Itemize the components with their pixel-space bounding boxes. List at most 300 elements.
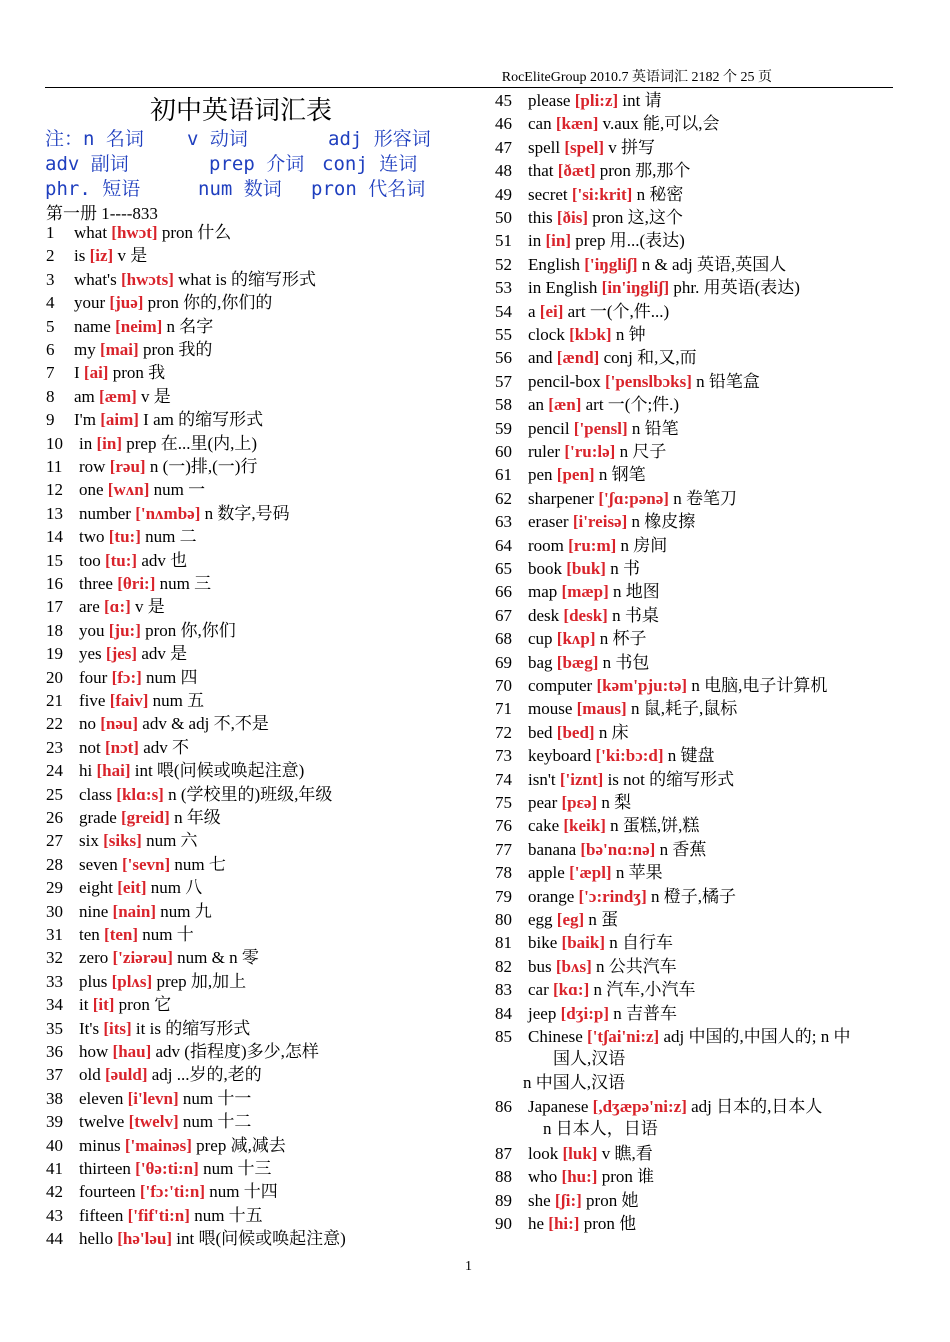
entry-number: 22 xyxy=(46,714,63,734)
legend-pron: pron 代名词 xyxy=(311,178,426,200)
entry-phonetic: [ai] xyxy=(83,363,109,383)
entry-phonetic: [kəm'pju:tə] xyxy=(596,676,688,695)
entry-number: 15 xyxy=(46,550,63,570)
entry-definition: n 蛋糕,饼,糕 xyxy=(610,816,700,836)
vocab-entry xyxy=(46,1135,286,1157)
entry-definition: adv & adj 不,不是 xyxy=(142,714,269,734)
entry-number: 27 xyxy=(46,831,63,851)
entry-phonetic: [iz] xyxy=(89,246,114,266)
entry-word: old xyxy=(79,1065,101,1085)
entry-definition: n 汽车,小汽车 xyxy=(593,980,696,1000)
entry-definition: n 键盘 xyxy=(667,746,715,766)
entry-number: 70 xyxy=(495,676,512,695)
entry-phonetic: [fɔ:] xyxy=(111,667,142,687)
entry-definition: n 铅笔 xyxy=(631,418,679,438)
entry-word: row xyxy=(79,457,106,476)
entry-word: ruler xyxy=(528,442,561,461)
entry-phonetic: [hai] xyxy=(96,761,131,781)
entry-phonetic: [hau] xyxy=(112,1042,152,1061)
entry-word: you xyxy=(79,620,105,640)
vocab-entry xyxy=(495,1190,638,1212)
entry-number: 63 xyxy=(495,512,512,532)
entry-phonetic: ['ʃɑ:pənə] xyxy=(598,488,669,508)
entry-number: 42 xyxy=(46,1182,63,1202)
entry-phonetic: [nəu] xyxy=(100,714,139,734)
entry-definition: num 三 xyxy=(159,574,212,593)
vocab-entry xyxy=(495,909,618,931)
entry-phonetic: [luk] xyxy=(562,1143,598,1163)
entry-number: 40 xyxy=(46,1135,63,1155)
legend-row-1 xyxy=(45,124,465,149)
entry-phonetic: [θri:] xyxy=(117,574,156,593)
entry-phonetic: [in'iŋgliʃ] xyxy=(601,278,670,298)
vocab-entry xyxy=(46,1041,319,1063)
entry-word: twelve xyxy=(79,1112,125,1132)
vocab-entry xyxy=(495,745,715,767)
entry-phonetic: [bə'nɑ:nə] xyxy=(580,839,656,859)
entry-phonetic: ['iznt] xyxy=(559,769,604,789)
entry-definition: art 一(个;件.) xyxy=(585,395,680,415)
entry-word: it xyxy=(79,995,89,1015)
entry-number: 1 xyxy=(46,223,55,242)
entry-definition: n 鼠,耗子,鼠标 xyxy=(630,699,738,719)
vocab-entry xyxy=(495,371,760,393)
entry-phonetic: [ænd] xyxy=(556,348,600,368)
vocab-entry xyxy=(46,737,189,759)
vocab-entry xyxy=(46,760,304,782)
entry-definition: n (一)排,(一)行 xyxy=(149,457,258,476)
entry-word: bike xyxy=(528,933,558,953)
entry-word: isn't xyxy=(528,769,556,789)
vocab-entry xyxy=(46,1158,272,1180)
entry-word: pear xyxy=(528,793,558,812)
entry-word: apple xyxy=(528,863,565,883)
entry-number: 77 xyxy=(495,839,512,859)
entry-definition: int 喂(问候或唤起注意) xyxy=(176,1229,346,1249)
entry-word: am xyxy=(74,386,95,406)
vocab-entry xyxy=(495,1213,636,1235)
entry-definition: v 是 xyxy=(135,597,165,617)
vocab-entry xyxy=(495,652,649,674)
entry-phonetic: [siks] xyxy=(103,831,142,851)
entry-word: can xyxy=(528,114,552,134)
entry-phonetic: [keik] xyxy=(563,816,606,836)
entry-phonetic: [,dʒæpə'ni:z] xyxy=(592,1097,687,1117)
vocab-entry xyxy=(46,830,198,852)
vocab-entry xyxy=(46,596,165,618)
entry-number: 34 xyxy=(46,995,63,1015)
vocab-entry xyxy=(46,526,197,548)
entry-phonetic: ['iŋgliʃ] xyxy=(584,254,638,274)
vocab-entry xyxy=(46,1018,250,1040)
entry-definition: int 请 xyxy=(622,91,662,110)
entry-phonetic: [plʌs] xyxy=(111,971,153,991)
vocab-entry xyxy=(46,1228,346,1250)
entry-number: 35 xyxy=(46,1018,63,1038)
entry-definition: prep 在...里(内,上) xyxy=(126,433,258,453)
entry-phonetic: [wʌn] xyxy=(107,480,150,500)
entry-phonetic: [bæg] xyxy=(556,652,599,672)
entry-definition: n 杯子 xyxy=(599,629,647,649)
entry-word: nine xyxy=(79,901,109,921)
vocab-entry xyxy=(46,690,204,712)
entry-number: 25 xyxy=(46,784,63,804)
entry-definition: pron 什么 xyxy=(161,223,232,242)
entry-word: two xyxy=(79,527,105,547)
page-title: 初中英语词汇表 xyxy=(150,96,333,126)
vocab-entry xyxy=(495,254,786,276)
entry-definition: n 公共汽车 xyxy=(596,956,677,976)
vocab-entry xyxy=(46,1064,262,1086)
vocab-entry xyxy=(46,1111,251,1133)
vocab-entry xyxy=(46,713,269,735)
entry-word: pen xyxy=(528,465,553,485)
entry-word: room xyxy=(528,535,564,555)
entry-definition: adv 不 xyxy=(143,737,190,757)
entry-phonetic: [twelv] xyxy=(128,1112,179,1132)
entry-phonetic: [ten] xyxy=(104,925,139,944)
entry-number: 21 xyxy=(46,691,63,710)
entry-definition: v 瞧,看 xyxy=(601,1143,653,1163)
entry-phonetic: ['fɔ:'ti:n] xyxy=(139,1182,206,1202)
entry-definition: phr. 用英语(表达) xyxy=(673,278,800,298)
entry-definition: adj 中国的,中国人的; n 中 xyxy=(663,1027,851,1046)
vocab-entry xyxy=(46,807,221,829)
entry-definition: adv 是 xyxy=(141,644,188,664)
entry-definition: n 香蕉 xyxy=(659,839,707,859)
entry-word: and xyxy=(528,348,553,368)
vocab-entry xyxy=(46,503,290,525)
entry-phonetic: [its] xyxy=(103,1018,132,1038)
entry-phonetic: [juə] xyxy=(109,293,144,313)
entry-phonetic: [eit] xyxy=(117,878,147,898)
entry-definition: what is 的缩写形式 xyxy=(178,269,317,289)
vocab-entry xyxy=(495,862,663,884)
entry-number: 66 xyxy=(495,582,512,602)
entry-word: clock xyxy=(528,325,565,344)
entry-phonetic: [mæp] xyxy=(561,582,609,602)
entry-definition: num 十三 xyxy=(203,1159,272,1178)
entry-word: sharpener xyxy=(528,488,595,508)
entry-definition: n 橙子,橘子 xyxy=(651,886,736,906)
entry-word: banana xyxy=(528,839,577,859)
entry-definition: I am 的缩写形式 xyxy=(143,410,264,430)
entry-definition: n 房间 xyxy=(620,535,668,555)
entry-number: 26 xyxy=(46,808,63,827)
entry-word: name xyxy=(74,316,111,336)
entry-word: car xyxy=(528,980,549,1000)
vocab-entry xyxy=(495,418,679,440)
entry-definition: prep 用...(表达) xyxy=(575,231,685,251)
entry-number: 43 xyxy=(46,1205,63,1225)
entry-definition: n 书桌 xyxy=(612,605,659,625)
entry-number: 59 xyxy=(495,418,512,438)
entry-definition: n 秘密 xyxy=(636,184,684,204)
entry-word: It's xyxy=(79,1018,100,1038)
entry-phonetic: [desk] xyxy=(563,605,608,625)
entry-number: 18 xyxy=(46,620,63,640)
entry-definition: n 数字,号码 xyxy=(204,503,290,523)
entry-number: 44 xyxy=(46,1229,63,1249)
entry-number: 16 xyxy=(46,574,63,593)
entry-number: 75 xyxy=(495,793,512,812)
entry-definition: n 自行车 xyxy=(609,933,673,953)
vocab-entry xyxy=(495,113,720,135)
entry-definition: n 书 xyxy=(610,559,640,578)
vocab-entry xyxy=(495,979,695,1001)
entry-number: 54 xyxy=(495,301,512,321)
page-number: 1 xyxy=(465,1259,472,1274)
entry-definition: adj ...岁的,老的 xyxy=(151,1065,262,1085)
entry-number: 61 xyxy=(495,465,512,485)
vocab-entry xyxy=(46,316,213,338)
vocab-entry xyxy=(495,394,679,416)
entry-definition: v 是 xyxy=(117,246,148,266)
entry-definition: v 拼写 xyxy=(608,137,656,157)
vocab-entry xyxy=(46,901,212,923)
entry-word: keyboard xyxy=(528,746,592,766)
vocab-entry xyxy=(495,1166,654,1188)
entry-definition: adj 日本的,日本人 xyxy=(691,1097,823,1117)
entry-number: 57 xyxy=(495,371,512,391)
entry-phonetic: ['ru:lə] xyxy=(564,442,616,461)
entry-word: how xyxy=(79,1042,109,1061)
entry-definition: num 十五 xyxy=(194,1205,263,1225)
entry-86-continuation: n 日本人，日语 xyxy=(543,1119,658,1138)
entry-phonetic: [aim] xyxy=(100,410,139,430)
entry-number: 47 xyxy=(495,137,512,157)
legend-row-3 xyxy=(45,174,465,199)
entry-word: I'm xyxy=(74,410,96,430)
entry-number: 85 xyxy=(495,1027,512,1046)
entry-number: 11 xyxy=(46,457,63,476)
entry-word: this xyxy=(528,208,553,227)
vocab-entry xyxy=(46,550,187,572)
vocab-entry xyxy=(46,245,147,267)
entry-number: 89 xyxy=(495,1190,512,1210)
entry-number: 4 xyxy=(46,293,55,313)
entry-word: cake xyxy=(528,816,560,836)
vocab-entry xyxy=(495,1026,850,1048)
entry-phonetic: [tu:] xyxy=(104,550,138,570)
entry-word: are xyxy=(79,597,100,617)
vocab-entry xyxy=(495,792,631,814)
entry-number: 12 xyxy=(46,480,63,500)
entry-definition: pron 谁 xyxy=(601,1167,655,1187)
entry-definition: n 铅笔盒 xyxy=(696,371,760,391)
vocab-entry xyxy=(46,1088,251,1110)
entry-word: book xyxy=(528,559,562,578)
entry-number: 80 xyxy=(495,910,512,929)
entry-number: 31 xyxy=(46,925,63,944)
entry-word: my xyxy=(74,340,96,359)
entry-word: a xyxy=(528,301,536,321)
entry-word: bag xyxy=(528,652,553,672)
entry-phonetic: [kʌp] xyxy=(556,629,596,649)
vocab-entry xyxy=(495,932,673,954)
entry-phonetic: ['tʃai'ni:z] xyxy=(587,1027,660,1046)
entry-word: desk xyxy=(528,605,560,625)
entry-definition: n (学校里的)班级,年级 xyxy=(168,784,333,804)
entry-phonetic: [ɑ:] xyxy=(104,597,131,617)
entry-word: one xyxy=(79,480,104,500)
vocab-entry xyxy=(46,292,272,314)
entry-number: 10 xyxy=(46,433,63,453)
entry-definition: int 喂(问候或唤起注意) xyxy=(134,761,305,781)
entry-word: number xyxy=(79,503,131,523)
entry-word: jeep xyxy=(528,1003,557,1023)
entry-phonetic: [pεə] xyxy=(561,793,598,812)
entry-definition: n 梨 xyxy=(601,793,632,812)
entry-definition: pron 它 xyxy=(118,995,172,1015)
entry-definition: num 五 xyxy=(152,691,205,710)
entry-phonetic: [eg] xyxy=(556,910,585,929)
entry-definition: n 书包 xyxy=(602,652,650,672)
entry-phonetic: [hu:] xyxy=(561,1167,598,1187)
vocab-entry xyxy=(495,347,697,369)
entry-word: cup xyxy=(528,629,553,649)
entry-definition: n 尺子 xyxy=(619,442,667,461)
entry-number: 14 xyxy=(46,527,63,547)
vocab-entry xyxy=(46,994,171,1016)
entry-word: no xyxy=(79,714,96,734)
vocab-entry xyxy=(495,464,646,486)
entry-word: in xyxy=(528,231,542,251)
entry-word: yes xyxy=(79,644,102,664)
entry-word: bed xyxy=(528,722,553,742)
entry-word: thirteen xyxy=(79,1159,131,1178)
entry-word: four xyxy=(79,667,108,687)
legend-phr: phr. 短语 xyxy=(45,178,141,200)
entry-phonetic: [neim] xyxy=(115,316,163,336)
entry-word: six xyxy=(79,831,99,851)
vocab-entry xyxy=(46,362,165,384)
entry-definition: prep 加,加上 xyxy=(156,971,247,991)
entry-word: that xyxy=(528,161,554,181)
entry-number: 23 xyxy=(46,737,63,757)
entry-number: 71 xyxy=(495,699,512,719)
entry-number: 90 xyxy=(495,1214,512,1233)
entry-number: 74 xyxy=(495,769,512,789)
entry-number: 68 xyxy=(495,629,512,649)
entry-number: 60 xyxy=(495,442,512,461)
entry-word: in xyxy=(79,433,93,453)
entry-definition: pron 你,你们 xyxy=(145,620,236,640)
vocab-entry xyxy=(46,479,205,501)
entry-phonetic: [kɑ:] xyxy=(553,980,590,1000)
vocab-entry xyxy=(46,456,257,478)
entry-number: 76 xyxy=(495,816,512,836)
entry-phonetic: [it] xyxy=(92,995,115,1015)
entry-definition: pron 这,这个 xyxy=(592,208,683,227)
entry-word: who xyxy=(528,1167,558,1187)
entry-number: 49 xyxy=(495,184,512,204)
entry-word: Japanese xyxy=(528,1097,589,1117)
entry-number: 45 xyxy=(495,91,512,110)
entry-definition: num 四 xyxy=(146,667,198,687)
entry-definition: it is 的缩写形式 xyxy=(135,1018,251,1038)
entry-definition: n 钟 xyxy=(615,325,646,344)
entry-number: 19 xyxy=(46,644,63,664)
vocab-entry xyxy=(46,339,212,361)
vocab-entry xyxy=(495,628,647,650)
entry-number: 81 xyxy=(495,933,512,953)
entry-word: seven xyxy=(79,854,118,874)
entry-number: 39 xyxy=(46,1112,63,1132)
entry-phonetic: [pen] xyxy=(556,465,595,485)
entry-number: 7 xyxy=(46,363,55,383)
entry-word: plus xyxy=(79,971,108,991)
entry-definition: v 是 xyxy=(141,386,171,406)
entry-number: 30 xyxy=(46,901,63,921)
entry-phonetic: ['θə:ti:n] xyxy=(135,1159,199,1178)
vocab-entry xyxy=(46,643,187,665)
vocab-entry xyxy=(495,1143,653,1165)
entry-number: 46 xyxy=(495,114,512,134)
entry-word: hello xyxy=(79,1229,113,1249)
entry-number: 82 xyxy=(495,956,512,976)
entry-definition: n 年级 xyxy=(174,808,221,827)
entry-phonetic: [kæn] xyxy=(555,114,599,134)
entry-definition: num 十一 xyxy=(182,1088,252,1108)
entry-word: class xyxy=(79,784,113,804)
entry-definition: num 一 xyxy=(153,480,206,500)
entry-phonetic: [hi:] xyxy=(548,1214,580,1233)
entry-definition: pron 你的,你们的 xyxy=(147,293,273,313)
entry-phonetic: ['mainəs] xyxy=(124,1135,192,1155)
entry-number: 67 xyxy=(495,605,512,625)
entry-phonetic: [hwɔt] xyxy=(111,223,158,242)
entry-definition: n 橡皮擦 xyxy=(631,512,696,532)
vocab-entry xyxy=(495,441,666,463)
vocab-entry xyxy=(495,605,659,627)
legend-verb: v 动词 xyxy=(187,128,248,150)
vocab-entry xyxy=(495,839,706,861)
entry-word: look xyxy=(528,1143,559,1163)
entry-definition: num 七 xyxy=(174,854,226,874)
entry-definition: num 二 xyxy=(145,527,197,547)
vocab-entry xyxy=(495,1096,822,1118)
entry-word: ten xyxy=(79,925,100,944)
entry-word: eleven xyxy=(79,1088,124,1108)
entry-phonetic: [hwɔts] xyxy=(120,269,174,289)
entry-number: 83 xyxy=(495,980,512,1000)
entry-phonetic: [pli:z] xyxy=(574,91,619,110)
entry-word: eight xyxy=(79,878,113,898)
legend-adv: adv 副词 xyxy=(45,153,129,175)
entry-number: 17 xyxy=(46,597,63,617)
entry-phonetic: [ʃi:] xyxy=(554,1190,582,1210)
entry-number: 52 xyxy=(495,254,512,274)
entry-definition: n 苹果 xyxy=(615,863,663,883)
legend-conj: conj 连词 xyxy=(322,153,418,175)
entry-number: 2 xyxy=(46,246,55,266)
entry-word: she xyxy=(528,1190,551,1210)
legend-noun: 注：n 名词 xyxy=(45,128,144,150)
entry-phonetic: [jes] xyxy=(105,644,138,664)
entry-word: five xyxy=(79,691,106,710)
entry-word: map xyxy=(528,582,558,602)
vocab-entry xyxy=(495,956,677,978)
entry-phonetic: [faiv] xyxy=(109,691,149,710)
entry-word: not xyxy=(79,737,101,757)
entry-definition: is not 的缩写形式 xyxy=(607,769,735,789)
entry-number: 86 xyxy=(495,1097,512,1117)
entry-word: is xyxy=(74,246,86,266)
vocab-entry xyxy=(495,207,683,229)
entry-number: 69 xyxy=(495,652,512,672)
vocab-entry xyxy=(46,854,226,876)
